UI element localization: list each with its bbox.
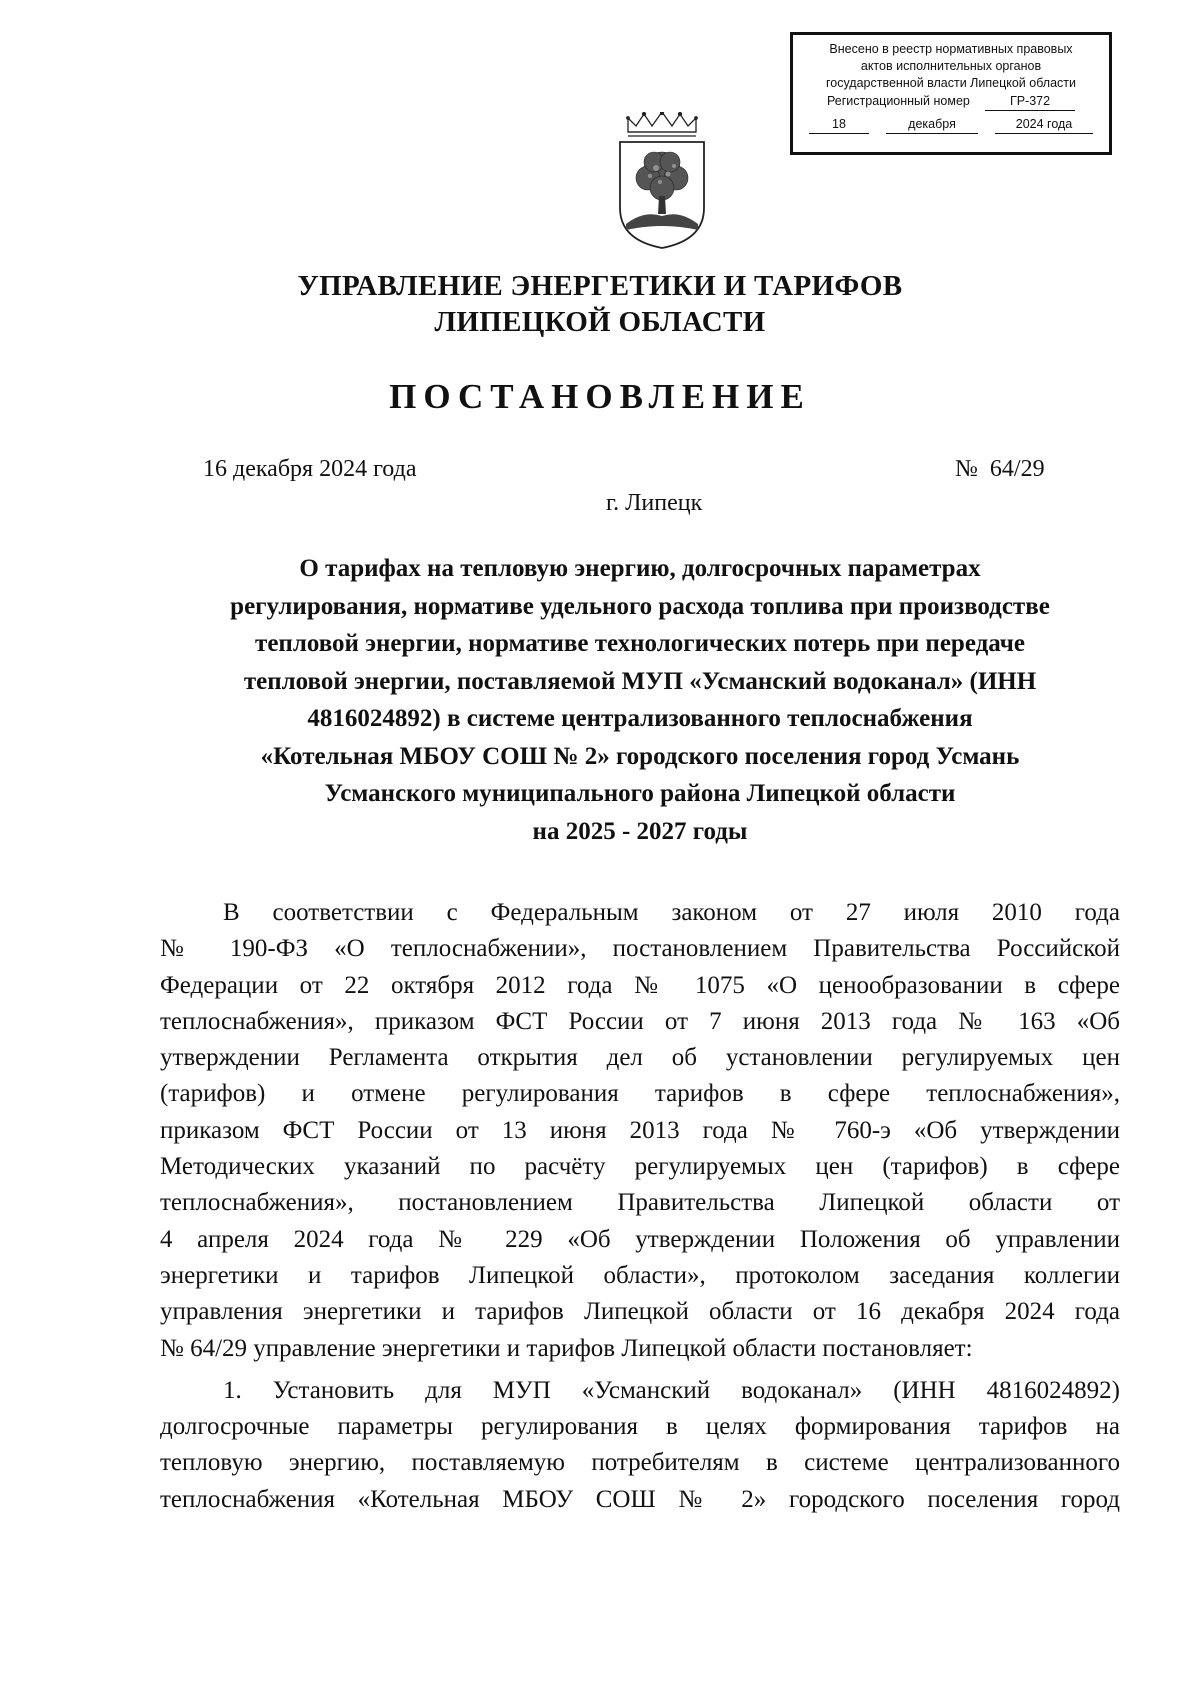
title-line: тепловой энергии, поставляемой МУП «Усманский водоканал» (ИНН: [243, 667, 1037, 695]
organization-name-line: ЛИПЕЦКОЙ ОБЛАСТИ: [434, 306, 766, 338]
body-line: (тарифов) и отмене регулирования тарифов в сфере теплоснабжения»,: [160, 1080, 1120, 1108]
body-line: утверждении Регламента открытия дел об установлении регулируемых цен: [160, 1044, 1120, 1072]
title-line: 4816024892) в системе централизованного теплоснабжения: [307, 705, 973, 732]
body-line: теплоснабжения», постановлением Правительства Липецкой области от: [160, 1189, 1120, 1217]
document-body: [160, 895, 1120, 1518]
document-date: 16 декабря 2024 года: [203, 456, 417, 482]
title-line: тепловой энергии, нормативе технологических потерь при передаче: [255, 630, 1025, 657]
organization-name-line: УПРАВЛЕНИЕ ЭНЕРГЕТИКИ И ТАРИФОВ: [297, 270, 903, 302]
stamp-day: 18: [809, 116, 869, 134]
document-city: г. Липецк: [606, 490, 703, 516]
body-line: № 190-ФЗ «О теплоснабжении», постановлением Правительства Российской: [160, 935, 1120, 963]
title-line: регулирования, нормативе удельного расхода топлива при производстве: [230, 592, 1050, 620]
coat-of-arms-icon: [614, 112, 710, 250]
stamp-registration-row: [793, 93, 1109, 111]
stamp-line: актов исполнительных органов: [860, 59, 1042, 73]
body-line: 4 апреля 2024 года № 229 «Об утверждении Положения об управлении: [160, 1225, 1120, 1253]
body-line: долгосрочные параметры регулирования в целях формирования тарифов на: [160, 1413, 1120, 1441]
body-line: 1. Установить для МУП «Усманский водоканал» (ИНН 4816024892): [223, 1376, 1120, 1404]
body-line: теплоснабжения «Котельная МБОУ СОШ № 2» городского поселения город: [160, 1485, 1120, 1513]
body-line: тепловую энергию, поставляемую потребителям в системе централизованного: [160, 1449, 1120, 1477]
body-line: энергетики и тарифов Липецкой области», протоколом заседания коллегии: [160, 1261, 1120, 1289]
preamble-paragraph: [160, 895, 1120, 1367]
organization-name: [0, 268, 1200, 340]
body-line: теплоснабжения», приказом ФСТ России от 7 июня 2013 года № 163 «Об: [160, 1007, 1120, 1035]
title-line: на 2025 - 2027 годы: [532, 817, 748, 845]
title-line: О тарифах на тепловую энергию, долгосрочных параметрах: [299, 555, 981, 582]
body-line: Методических указаний по расчёту регулируемых цен (тарифов) в сфере: [160, 1153, 1120, 1181]
body-line: управления энергетики и тарифов Липецкой области от 16 декабря 2024 года: [160, 1298, 1120, 1326]
document-type: ПОСТАНОВЛЕНИЕ: [389, 377, 811, 416]
stamp-line: Внесено в реестр нормативных правовых: [829, 42, 1073, 56]
body-line: В соответствии с Федеральным законом от 27 июля 2010 года: [223, 899, 1120, 926]
item-1-paragraph: [160, 1373, 1120, 1518]
stamp-registration-label: Регистрационный номер: [827, 94, 970, 108]
stamp-registration-number: ГР-372: [985, 93, 1075, 111]
body-line: Федерации от 22 октября 2012 года № 1075 «О ценообразовании в сфере: [160, 971, 1120, 999]
stamp-date-row: [793, 116, 1109, 134]
body-line: № 64/29 управление энергетики и тарифов Липецкой области постановляет:: [160, 1334, 973, 1362]
registry-stamp: [790, 32, 1112, 155]
stamp-line: государственной власти Липецкой области: [825, 76, 1077, 90]
stamp-year: 2024 года: [995, 116, 1093, 134]
body-line: приказом ФСТ России от 13 июня 2013 года № 760-э «Об утверждении: [160, 1116, 1120, 1144]
document-title: [160, 550, 1120, 850]
title-line: «Котельная МБОУ СОШ № 2» городского поселения город Усмань: [260, 742, 1020, 770]
stamp-month: декабря: [886, 116, 978, 134]
document-number: № 64/29: [955, 456, 1045, 482]
title-line: Усманского муниципального района Липецкой области: [324, 780, 956, 807]
